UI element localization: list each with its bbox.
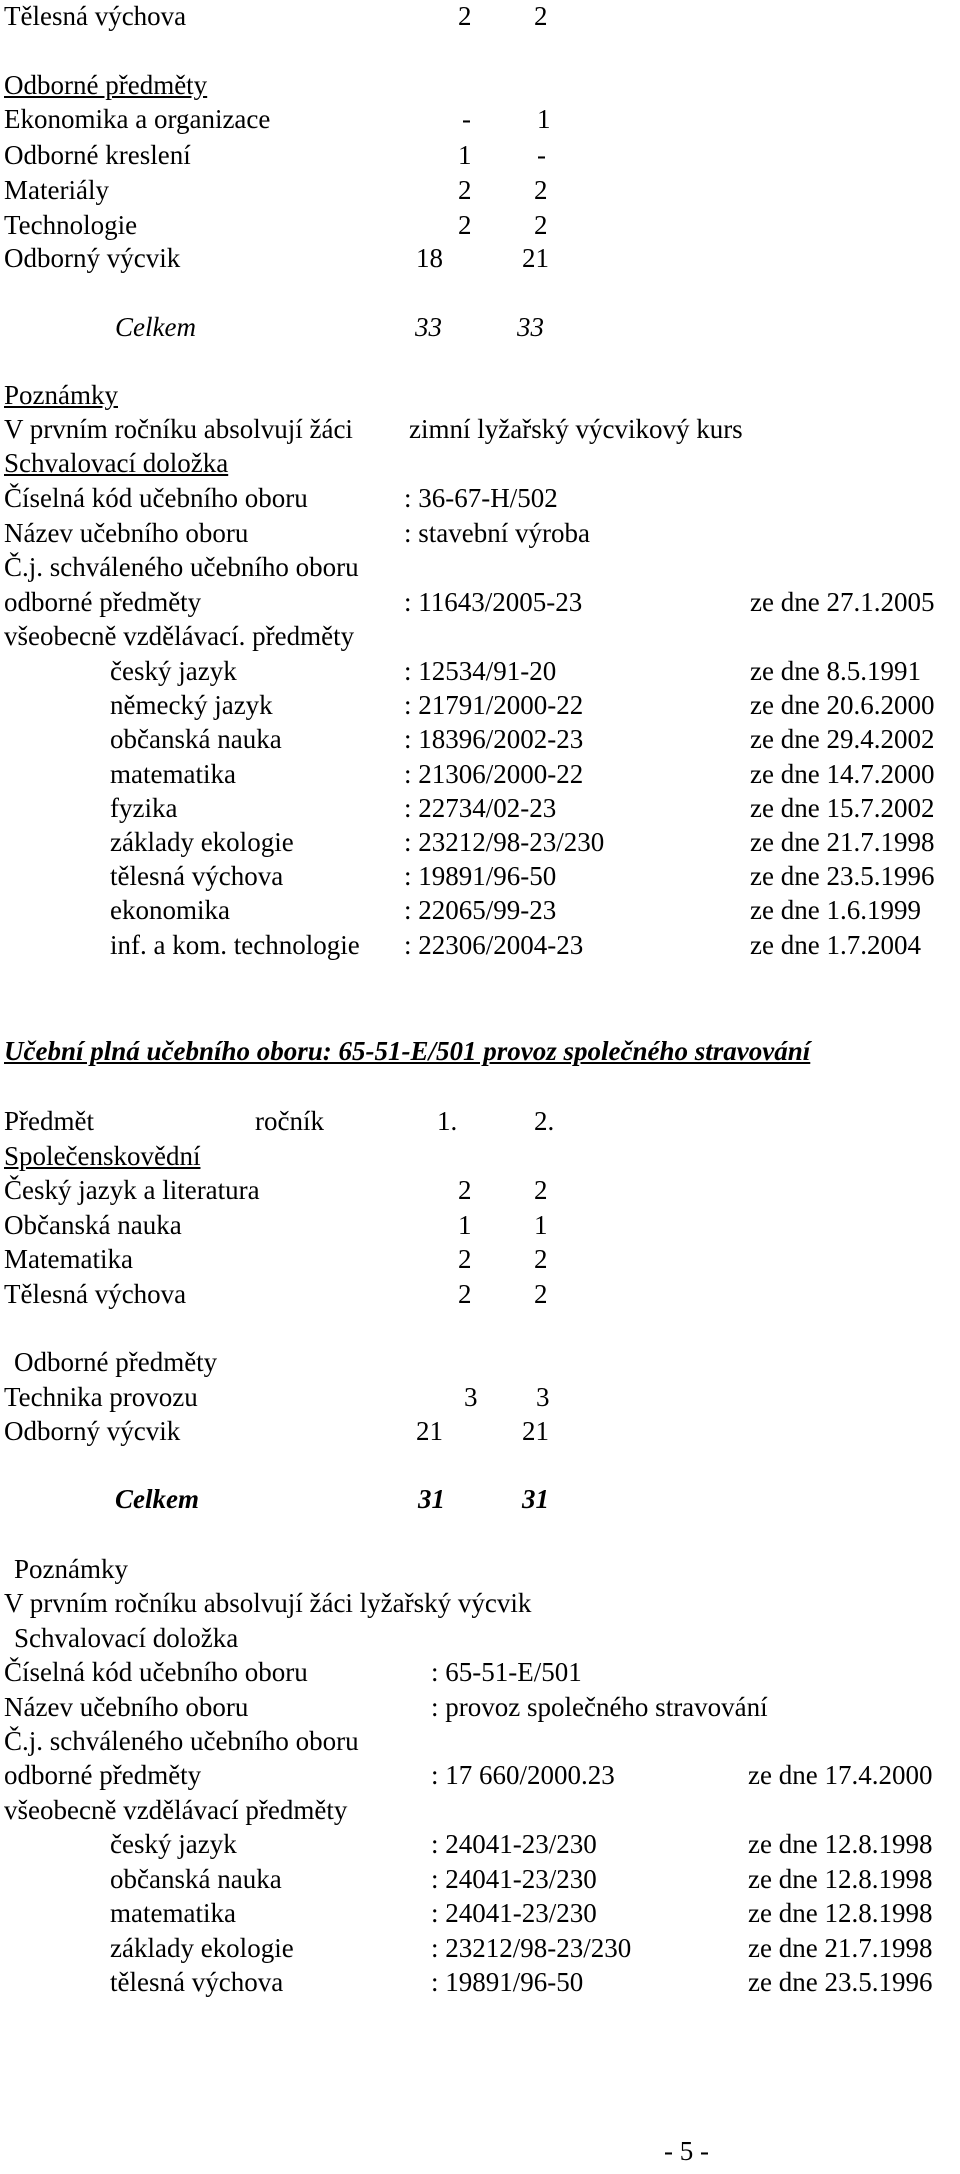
header-rocnik: ročník [255,1106,324,1136]
year1-value: 1 [458,1209,472,1240]
subject-label: fyzika [110,792,178,823]
row-label: Český jazyk a literatura [4,1175,260,1205]
vseobecne-label: všeobecně vzdělávací. předměty [4,621,355,651]
year2-value: - [537,140,546,170]
kod-label: Číselná kód učebního oboru [4,483,308,513]
row-label: Technika provozu [4,1382,198,1412]
row-label: Tělesná výchova [4,1278,187,1309]
year2-value: 21 [522,1416,549,1446]
cj-label: Č.j. schváleného učebního oboru [4,552,359,582]
kod-label: Číselná kód učebního oboru [4,1657,308,1687]
row-label: Odborný výcvik [4,243,181,273]
row-label: Odborné kreslení [4,140,191,170]
subject-ref: : 22065/99-23 [404,895,557,926]
section-heading-odborne: Odborné předměty [4,70,208,100]
subject-date: ze dne 12.8.1998 [748,1829,933,1859]
year2-value: 2 [534,1175,548,1205]
year1-value: - [462,104,471,134]
header-year2: 2. [534,1106,555,1136]
year2-value: 2 [534,210,548,240]
odborne-ref: : 11643/2005-23 [404,587,583,617]
subject-label: tělesná výchova [110,1967,284,1997]
year2-value: 3 [536,1382,550,1412]
subject-date: ze dne 23.5.1996 [748,1967,933,1997]
section-title: Učební plná učebního oboru: 65-51-E/501 provoz společného stravování [4,1036,811,1066]
subject-date: ze dne 21.7.1998 [750,827,935,857]
year2-value: 2 [534,175,548,205]
subject-ref: : 21306/2000-22 [404,758,584,789]
row-label: Materiály [4,175,109,205]
subject-date: ze dne 15.7.2002 [750,792,935,823]
nazev-label: Název učebního oboru [4,518,249,548]
subject-label: základy ekologie [110,1932,294,1963]
year1-value: 3 [464,1382,478,1412]
row-label: Odborný výcvik [4,1416,181,1446]
subject-date: ze dne 1.6.1999 [750,895,921,926]
subject-ref: : 12534/91-20 [404,656,557,686]
year1-value: 21 [416,1416,443,1446]
subject-label: občanská nauka [110,1863,282,1894]
year2-value: 1 [537,104,551,134]
subject-label: český jazyk [110,1829,237,1859]
note-text: V prvním ročníku absolvují žáci [4,414,353,444]
section-heading-odborne: Odborné předměty [14,1347,218,1377]
row-label: Tělesná výchova [4,1,187,31]
subject-ref: : 18396/2002-23 [404,724,584,755]
year2-value: 1 [534,1209,548,1240]
subject-label: občanská nauka [110,724,282,755]
year1-value: 2 [458,1175,472,1205]
subject-date: ze dne 21.7.1998 [748,1932,933,1963]
celkem-label: Celkem [115,1484,199,1514]
year1-value: 1 [458,140,472,170]
row-label: Občanská nauka [4,1209,182,1240]
subject-label: tělesná výchova [110,861,284,892]
year2-value: 2 [534,1278,548,1309]
odborne-label: odborné předměty [4,587,202,617]
celkem-label: Celkem [115,312,196,342]
subject-date: ze dne 23.5.1996 [750,861,935,892]
subject-ref: : 22306/2004-23 [404,929,584,960]
celkem-year1: 31 [418,1484,445,1514]
year1-value: 2 [458,1244,472,1274]
subject-ref: : 24041-23/230 [431,1829,597,1859]
subject-date: ze dne 12.8.1998 [748,1863,933,1894]
schvalovaci-heading: Schvalovací doložka [14,1623,239,1653]
row-label: Technologie [4,210,138,240]
odborne-date: ze dne 27.1.2005 [750,587,935,617]
year1-value: 2 [458,175,472,205]
kod-value: : 65-51-E/501 [431,1657,582,1687]
year2-value: 2 [534,1244,548,1274]
schvalovaci-heading: Schvalovací doložka [4,448,229,478]
note-text: V prvním ročníku absolvují žáci lyžařský výcvik [4,1588,532,1618]
cj-label: Č.j. schváleného učebního oboru [4,1726,359,1756]
header-year1: 1. [437,1106,458,1136]
celkem-year2: 31 [522,1484,549,1514]
subject-label: inf. a kom. technologie [110,929,360,960]
nazev-value: : provoz společného stravování [431,1692,768,1722]
row-label: Matematika [4,1244,133,1274]
kod-value: : 36-67-H/502 [404,483,558,513]
year1-value: 2 [458,210,472,240]
subject-date: ze dne 1.7.2004 [750,929,921,960]
subject-label: německý jazyk [110,690,273,721]
subject-date: ze dne 29.4.2002 [750,724,935,755]
year1-value: 2 [458,1,472,31]
year1-value: 2 [458,1278,472,1309]
subject-label: matematika [110,758,236,789]
nazev-label: Název učebního oboru [4,1692,249,1722]
subject-label: základy ekologie [110,827,294,857]
celkem-year2: 33 [517,312,544,342]
odborne-date: ze dne 17.4.2000 [748,1760,933,1790]
row-label: Ekonomika a organizace [4,104,271,134]
subject-label: český jazyk [110,656,237,686]
vseobecne-label: všeobecně vzdělávací předměty [4,1795,348,1825]
subject-date: ze dne 14.7.2000 [750,758,935,789]
subject-date: ze dne 8.5.1991 [750,656,921,686]
subject-ref: : 22734/02-23 [404,792,557,823]
subject-date: ze dne 20.6.2000 [750,690,935,721]
subject-ref: : 21791/2000-22 [404,690,584,721]
section-heading-spolecenske: Společenskovědní [4,1141,201,1171]
subject-ref: : 24041-23/230 [431,1898,597,1928]
poznamky-heading: Poznámky [4,380,118,410]
year2-value: 2 [534,1,548,31]
year2-value: 21 [522,243,549,273]
subject-ref: : 19891/96-50 [431,1967,584,1997]
subject-ref: : 24041-23/230 [431,1863,597,1894]
celkem-year1: 33 [415,312,442,342]
odborne-ref: : 17 660/2000.23 [431,1760,615,1790]
subject-label: matematika [110,1898,236,1928]
subject-date: ze dne 12.8.1998 [748,1898,933,1928]
subject-ref: : 23212/98-23/230 [431,1932,632,1963]
nazev-value: : stavební výroba [404,518,590,548]
poznamky-heading: Poznámky [14,1554,128,1584]
note-text-continued: zimní lyžařský výcvikový kurs [409,414,743,444]
year1-value: 18 [416,243,443,273]
odborne-label: odborné předměty [4,1760,202,1790]
header-predmet: Předmět [4,1106,94,1136]
subject-label: ekonomika [110,895,230,926]
page-number: - 5 - [664,2136,709,2166]
subject-ref: : 23212/98-23/230 [404,827,605,857]
subject-ref: : 19891/96-50 [404,861,557,892]
